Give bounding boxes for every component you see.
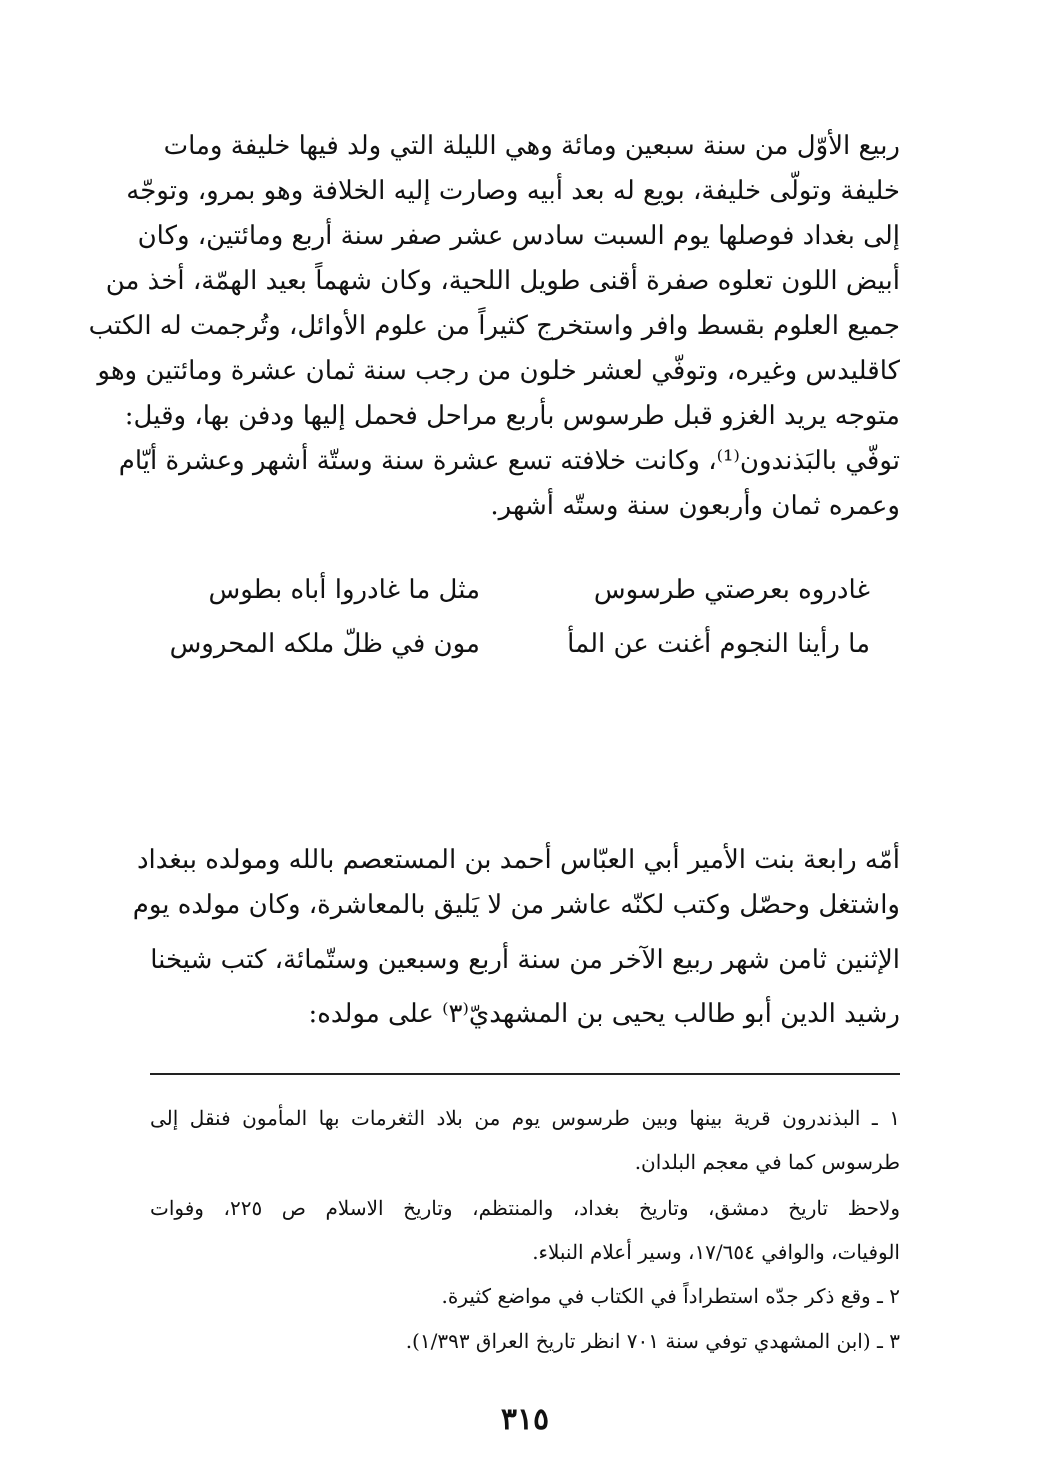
verse-hemistich-second: مون في ظلّ ملكه المحروس xyxy=(169,629,480,659)
verse-hemistich-first: غادروه بعرصتي طرسوس xyxy=(593,575,870,605)
footnote-divider xyxy=(150,1073,900,1075)
text-line: خليفة وتولّى خليفة، بويع له بعد أبيه وصارت إليه الخلافة وهو بمرو، وتوجّه xyxy=(126,176,900,206)
text-line: متوجه يريد الغزو قبل طرسوس بأربع مراحل فحمل إليها ودفن بها، وقيل: xyxy=(124,401,900,431)
verse-hemistich-second: مثل ما غادروا أباه بطوس xyxy=(208,575,480,605)
footnote-line: ١ ـ البذندرون قرية بينها وبين طرسوس يوم من بلاد الثغرمات بها المأمون فنقل إلى xyxy=(150,1106,900,1130)
text-line: ربيع الأوّل من سنة سبعين ومائة وهي الليلة التي ولد فيها خليفة ومات xyxy=(163,131,900,161)
page-number: ٣١٥ xyxy=(500,1402,550,1437)
footnote-line: ٣ ـ (ابن المشهدي توفي سنة ٧٠١ انظر تاريخ العراق ١/٣٩٣). xyxy=(405,1329,900,1353)
verse-hemistich-first: ما رأينا النجوم أغنت عن المأ xyxy=(567,629,870,659)
text-line: جميع العلوم بقسط وافر واستخرج كثيراً من علوم الأوائل، وتُرجمت له الكتب xyxy=(88,311,900,341)
text-line: أمّه رابعة بنت الأمير أبي العبّاس أحمد بن المستعصم بالله ومولده ببغداد xyxy=(136,845,900,875)
footnote-line: ٢ ـ وقع ذكر جدّه استطراداً في الكتاب في مواضع كثيرة. xyxy=(441,1284,900,1308)
text-line: توفّي بالبَذندون⁽¹⁾، وكانت خلافته تسع عشرة سنة وستّة أشهر وعشرة أيّام xyxy=(118,446,900,476)
footnote-line: طرسوس كما في معجم البلدان. xyxy=(634,1150,900,1174)
text-line: رشيد الدين أبو طالب يحيى بن المشهديّ⁽٣⁾ على مولده: xyxy=(308,999,900,1029)
text-line: إلى بغداد فوصلها يوم السبت سادس عشر صفر سنة أربع ومائتين، وكان xyxy=(137,221,900,251)
text-line: واشتغل وحصّل وكتب لكنّه عاشر من لا يَليق بالمعاشرة، وكان مولده يوم xyxy=(132,890,900,920)
text-line: الإثنين ثامن شهر ربيع الآخر من سنة أربع وسبعين وستّمائة، كتب شيخنا xyxy=(150,945,900,975)
footnote-line: ولاحظ تاريخ دمشق، وتاريخ بغداد، والمنتظم، وتاريخ الاسلام ص ٢٢٥، وفوات xyxy=(150,1196,901,1220)
text-line: أبيض اللون تعلوه صفرة أقنى طويل اللحية، وكان شهماً بعيد الهمّة، أخذ من xyxy=(105,266,900,296)
text-line: كاقليدس وغيره، وتوفّي لعشر خلون من رجب سنة ثمان عشرة ومائتين وهو xyxy=(97,356,900,386)
footnote-line: الوفيات، والوافي ١٧/٦٥٤، وسير أعلام النبلاء. xyxy=(532,1240,900,1264)
text-line: وعمره ثمان وأربعون سنة وستّه أشهر. xyxy=(490,491,900,521)
